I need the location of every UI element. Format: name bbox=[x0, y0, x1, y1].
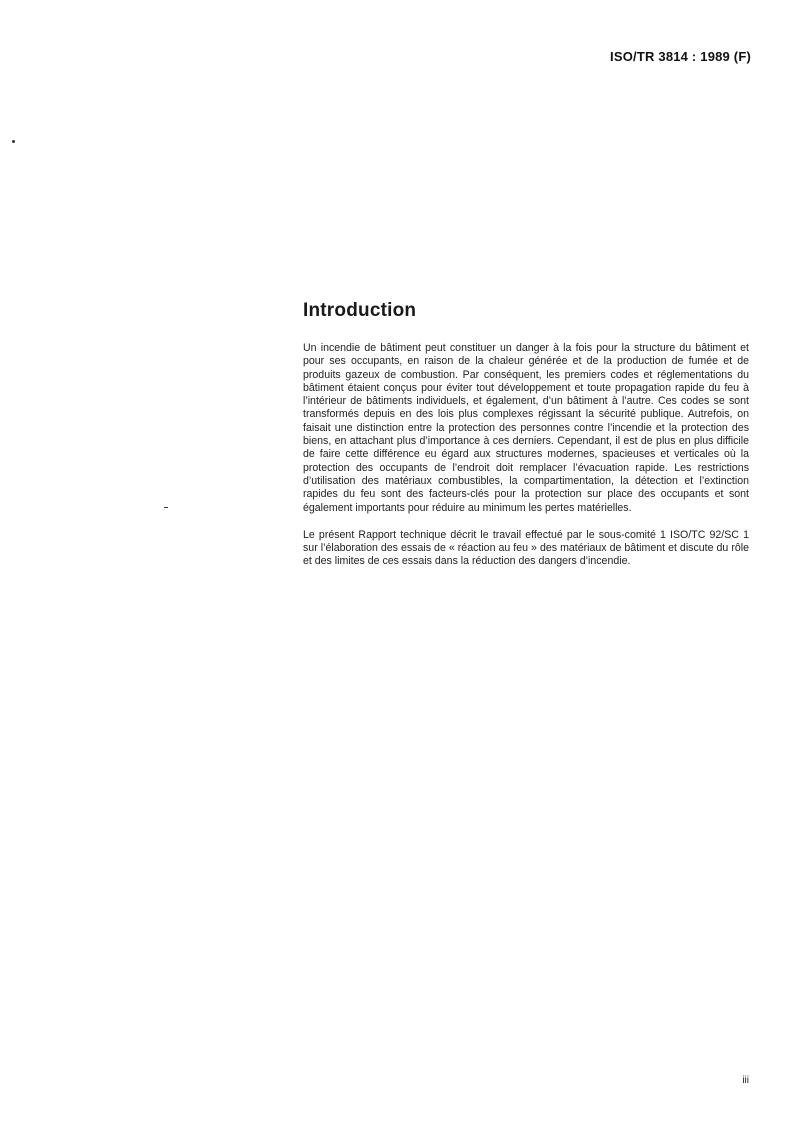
scan-speck bbox=[12, 140, 15, 143]
body-paragraph: Le présent Rapport technique décrit le travail effectué par le sous-comité 1 ISO/TC 92/SC 1 sur l’élaboration des essais de « réaction au feu » des matériaux de bâtiment et discute du rôle et des limites de ces essais dans la réduction des dangers d’incendie. bbox=[303, 528, 749, 568]
scan-speck bbox=[164, 507, 168, 508]
body-paragraph: Un incendie de bâtiment peut constituer un danger à la fois pour la structure du bâtiment et pour ses occupants, en raison de la chaleur générée et de la production de fumée et de produits gazeux de combustion. Par conséquent, les premiers codes et réglementations du bâtiment étaient conçus pour éviter tout développement et toute propagation rapide du feu à l’intérieur de bâtiments individuels, et également, d’un bâtiment à l’autre. Ces codes se sont transformés depuis en des lois plus complexes régissant la sécurité publique. Autrefois, on faisait une distinction entre la protection des personnes contre l’incendie et la protection des biens, en attachant plus d’importance à ces derniers. Cependant, il est de plus en plus difficile de faire cette différence eu égard aux structures modernes, spacieuses et verticales où la protection des occupants de l’endroit doit remplacer l’évacuation rapide. Les restrictions d’utilisation des matériaux combustibles, la compartimentation, la détection et l’extinction rapides du feu sont des facteurs-clés pour la protection sur place des occupants et sont également importants pour réduire au minimum les pertes matérielles. bbox=[303, 342, 749, 514]
introduction-section bbox=[303, 300, 749, 569]
section-title: Introduction bbox=[303, 300, 417, 321]
document-reference: ISO/TR 3814 : 1989 (F) bbox=[610, 49, 751, 64]
page-number: iii bbox=[742, 1075, 749, 1086]
